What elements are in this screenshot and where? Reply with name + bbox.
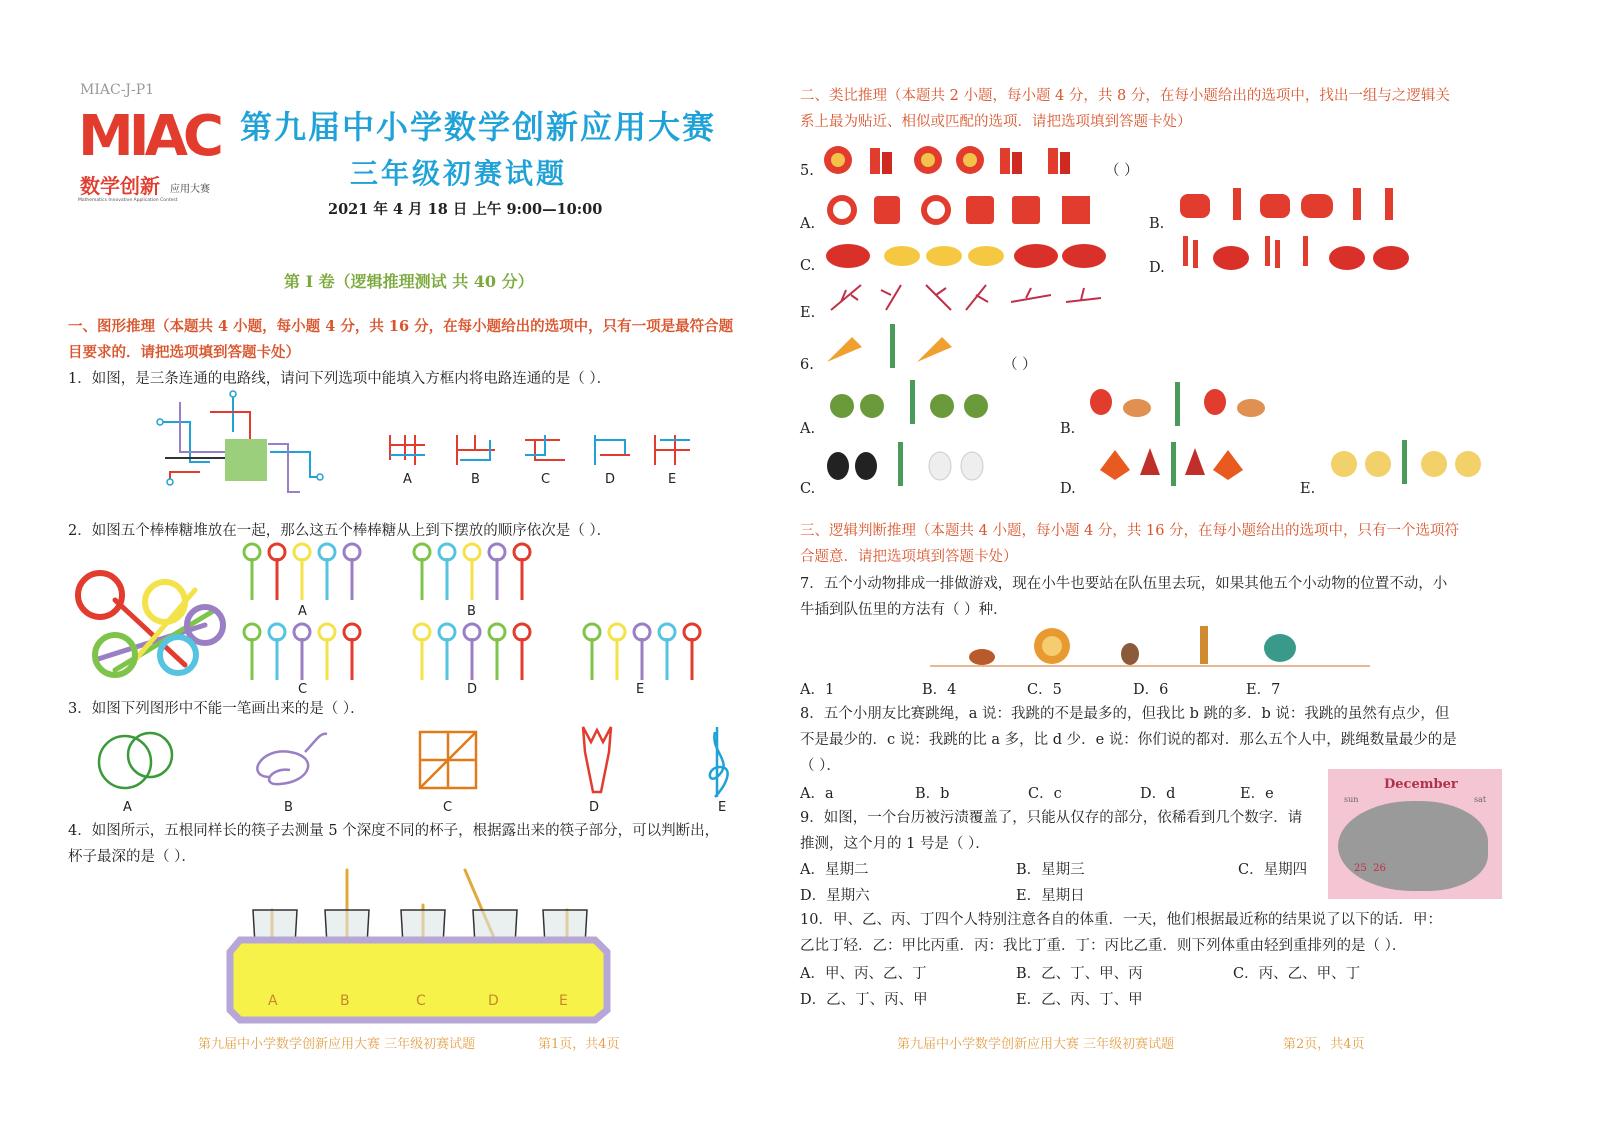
q2-option-e[interactable]: E <box>636 682 645 697</box>
q1-options <box>385 430 705 490</box>
calendar-month: December <box>1384 777 1458 792</box>
q5-option-c-images <box>826 242 1106 272</box>
q3-figures <box>95 722 755 802</box>
q10-option-d[interactable]: D．乙、丁、丙、甲 <box>800 992 928 1008</box>
q5-option-c-label[interactable]: C. <box>800 258 816 274</box>
lollipop-candy <box>269 624 285 640</box>
logo-sub: 应用大赛 <box>170 184 210 195</box>
q4-cup-c[interactable]: C <box>416 993 426 1009</box>
q10-option-b[interactable]: B．乙、丁、甲、丙 <box>1016 966 1143 982</box>
q5-option-a-images <box>826 194 1096 228</box>
lollipop-candy <box>319 544 335 560</box>
q7-option-c[interactable]: C．5 <box>1027 682 1062 698</box>
q6-answer-paren: （ ） <box>1003 357 1037 373</box>
q3-text: 3．如图下列图形中不能一笔画出来的是（ ）． <box>68 701 365 717</box>
q5-option-d-images <box>1175 234 1415 274</box>
lollipop-candy <box>244 544 260 560</box>
lollipop-candy <box>414 624 430 640</box>
q8-option-e[interactable]: E．e <box>1240 786 1274 802</box>
q6-option-b-label[interactable]: B. <box>1060 421 1076 437</box>
page-subtitle: 三年级初赛试题 <box>350 157 568 190</box>
logo-letters: MIAC <box>78 104 219 169</box>
calendar-sun: sun <box>1344 795 1359 804</box>
q6-option-e-label[interactable]: E. <box>1300 481 1316 497</box>
q7-option-e[interactable]: E．7 <box>1246 682 1281 698</box>
q7-option-a[interactable]: A．1 <box>800 682 835 698</box>
lollipop-candy <box>344 544 360 560</box>
lollipop-candy <box>439 624 455 640</box>
q1-option-b[interactable]: B <box>471 472 480 487</box>
q7-animals-figure <box>930 624 1375 670</box>
q1-option-d[interactable]: D <box>605 472 616 487</box>
q4-text-line1: 4．如图所示，五根同样长的筷子去测量 5 个深度不同的杯子，根据露出来的筷子部分，可以判断出， <box>68 823 720 839</box>
q6-option-a-label[interactable]: A. <box>800 421 816 437</box>
q5-answer-paren: （ ） <box>1105 163 1139 179</box>
q6-option-d-label[interactable]: D. <box>1060 481 1076 497</box>
lollipop-candy <box>489 624 505 640</box>
section1-header-line2: 目要求的．请把选项填到答题卡处） <box>68 344 300 361</box>
q1-circuit-figure <box>140 392 330 502</box>
lollipop-candy <box>634 624 650 640</box>
doc-code: MIAC-J-P1 <box>80 82 155 98</box>
page-title: 第九届中小学数学创新应用大赛 <box>240 108 717 146</box>
lollipop-candy <box>269 544 285 560</box>
q9-option-e[interactable]: E．星期日 <box>1016 888 1085 904</box>
lollipop-candy <box>344 624 360 640</box>
q5-option-a-label[interactable]: A. <box>800 216 816 232</box>
q6-option-b-images <box>1085 380 1275 425</box>
q9-calendar <box>1328 769 1502 899</box>
q10-option-a[interactable]: A．甲、丙、乙、丁 <box>800 966 927 982</box>
section3-header-line1: 三、逻辑判断推理（本题共 4 小题，每小题 4 分，共 16 分，在每小题给出的选项中，只有一个选项符 <box>800 523 1460 539</box>
q3-option-d[interactable]: D <box>589 800 600 815</box>
calendar-sat: sat <box>1474 795 1487 804</box>
q8-option-c[interactable]: C．c <box>1028 786 1062 802</box>
lollipop-candy <box>609 624 625 640</box>
lollipop-candy <box>439 544 455 560</box>
lollipop-candy <box>659 624 675 640</box>
calendar-stain <box>1338 801 1488 891</box>
section1-header <box>68 314 733 366</box>
volume-title: 第 I 卷（逻辑推理测试 共 40 分） <box>284 272 534 291</box>
q7-option-b[interactable]: B．4 <box>922 682 957 698</box>
lollipop-candy <box>294 624 310 640</box>
q8-option-a[interactable]: A．a <box>800 786 834 802</box>
q5-option-e-label[interactable]: E. <box>800 305 816 321</box>
q6-number: 6. <box>800 357 814 373</box>
q4-text-line2: 杯子最深的是（ ）． <box>68 849 196 865</box>
q8-text-line1: 8．五个小朋友比赛跳绳，a 说：我跳的不是最多的，但我比 b 跳的多．b 说：我跳的虽然有点少，但 <box>800 706 1450 722</box>
lollipop-candy <box>464 624 480 640</box>
q5-option-e-images <box>826 280 1106 316</box>
q3-option-b[interactable]: B <box>284 800 293 815</box>
q3-option-e[interactable]: E <box>718 800 727 815</box>
q5-option-b-images <box>1175 184 1415 224</box>
section2-header-line1: 二、类比推理（本题共 2 小题，每小题 4 分，共 8 分，在每小题给出的选项中，找出一组与之逻辑关 <box>800 88 1450 104</box>
section3-header <box>800 518 1459 570</box>
q5-option-d-label[interactable]: D. <box>1149 260 1165 276</box>
q1-option-a[interactable]: A <box>403 472 412 487</box>
footer-left-name: 第九届中小学数学创新应用大赛 三年级初赛试题 <box>198 1037 476 1052</box>
q1-option-e[interactable]: E <box>668 472 677 487</box>
q9-text-line2: 推测，这个月的 1 号是（ ）． <box>800 836 990 852</box>
q1-text: 1．如图，是三条连通的电路线，请问下列选项中能填入方框内将电路连通的是（ ）． <box>68 371 612 387</box>
q4-cup-e[interactable]: E <box>559 993 568 1009</box>
q2-lollipop-pile <box>75 570 225 680</box>
q6-option-c-label[interactable]: C. <box>800 481 816 497</box>
q9-text-line1: 9．如图，一个台历被污渍覆盖了，只能从仅存的部分，依稀看到几个数字．请 <box>800 810 1303 826</box>
q9-option-a[interactable]: A．星期二 <box>800 862 869 878</box>
section1-header-line1: 一、图形推理（本题共 4 小题，每小题 4 分，共 16 分，在每小题给出的选项中，只有一项是最符合题 <box>68 318 734 335</box>
lollipop-candy <box>514 544 530 560</box>
q10-option-c[interactable]: C．丙、乙、甲、丁 <box>1233 966 1361 982</box>
exam-date: 2021 年 4 月 18 日 上午 9:00—10:00 <box>328 201 603 218</box>
q10-text-line2: 乙比丁轻．乙：甲比丙重．丙：我比丁重．丁：丙比乙重．则下列体重由轻到重排列的是（ ）． <box>800 938 1407 954</box>
q6-option-a-images <box>826 378 1006 423</box>
q5-number: 5. <box>800 163 814 179</box>
q7-text-line1: 7．五个小动物排成一排做游戏，现在小牛也要站在队伍里去玩，如果其他五个小动物的位置不动，小 <box>800 576 1448 592</box>
calendar-visible-dates: 25 26 <box>1354 863 1386 874</box>
q7-text <box>800 571 1447 623</box>
q2-option-b[interactable]: B <box>467 604 476 619</box>
q2-text: 2．如图五个棒棒糖堆放在一起，那么这五个棒棒糖从上到下摆放的顺序依次是（ ）． <box>68 523 612 539</box>
q2-option-a[interactable]: A <box>298 604 307 619</box>
footer-right-name: 第九届中小学数学创新应用大赛 三年级初赛试题 <box>897 1037 1175 1052</box>
q6-option-c-images <box>822 440 997 485</box>
footer-right-page: 第2页，共4页 <box>1283 1037 1365 1052</box>
q6-option-e-images <box>1328 438 1488 483</box>
logo <box>78 104 219 210</box>
q3-option-c[interactable]: C <box>443 800 453 815</box>
q6-option-d-images <box>1095 440 1255 485</box>
q4-cup-a[interactable]: A <box>268 993 278 1009</box>
q1-option-c[interactable]: C <box>541 472 551 487</box>
lollipop-candy <box>464 544 480 560</box>
q8-text-line3: （ ）． <box>800 758 841 774</box>
lollipop-candy <box>684 624 700 640</box>
q9-option-d[interactable]: D．星期六 <box>800 888 870 904</box>
section2-header <box>800 83 1450 135</box>
q9-option-b[interactable]: B．星期三 <box>1016 862 1085 878</box>
logo-en: Mathematics Innovative Application Contest <box>78 198 178 203</box>
lollipop-candy <box>244 624 260 640</box>
lollipop-candy <box>489 544 505 560</box>
q8-option-d[interactable]: D．d <box>1140 786 1176 802</box>
q5-stem-images <box>820 140 1080 180</box>
q4-cup-b[interactable]: B <box>340 993 350 1009</box>
q6-stem-images <box>822 322 972 372</box>
q10-option-e[interactable]: E．乙、丙、丁、甲 <box>1016 992 1143 1008</box>
logo-cn: 数学创新 <box>80 174 160 198</box>
lollipop-candy <box>294 544 310 560</box>
q10-text <box>800 907 1442 959</box>
q9-text <box>800 805 1302 857</box>
q9-option-c[interactable]: C．星期四 <box>1238 862 1308 878</box>
q5-option-b-label[interactable]: B. <box>1149 216 1165 232</box>
lollipop-candy <box>584 624 600 640</box>
lollipop-candy <box>514 624 530 640</box>
section3-header-line2: 合题意．请把选项填到答题卡处） <box>800 549 1018 565</box>
q4-cup-d[interactable]: D <box>488 993 499 1009</box>
q3-option-a[interactable]: A <box>123 800 132 815</box>
q2-option-d[interactable]: D <box>467 682 478 697</box>
lollipop-candy <box>414 544 430 560</box>
q8-option-b[interactable]: B．b <box>915 786 950 802</box>
q8-text-line2: 不是最少的．c 说：我跳的比 a 多，比 d 少．e 说：你们说的都对．那么五个人中，跳绳数量最少的是 <box>800 732 1457 748</box>
q1-option-shapes <box>385 430 705 470</box>
section2-header-line2: 系上最为贴近、相似或匹配的选项．请把选项填到答题卡处） <box>800 114 1192 130</box>
q2-option-c[interactable]: C <box>298 682 308 697</box>
footer-left-page: 第1页，共4页 <box>538 1037 620 1052</box>
q7-option-d[interactable]: D．6 <box>1133 682 1169 698</box>
q8-text <box>800 701 1457 779</box>
lollipop-candy <box>319 624 335 640</box>
q7-text-line2: 牛插到队伍里的方法有（ ）种． <box>800 602 1008 618</box>
q10-text-line1: 10．甲、乙、丙、丁四个人特别注意各自的体重．一天，他们根据最近称的结果说了以下的话．甲： <box>800 912 1442 928</box>
